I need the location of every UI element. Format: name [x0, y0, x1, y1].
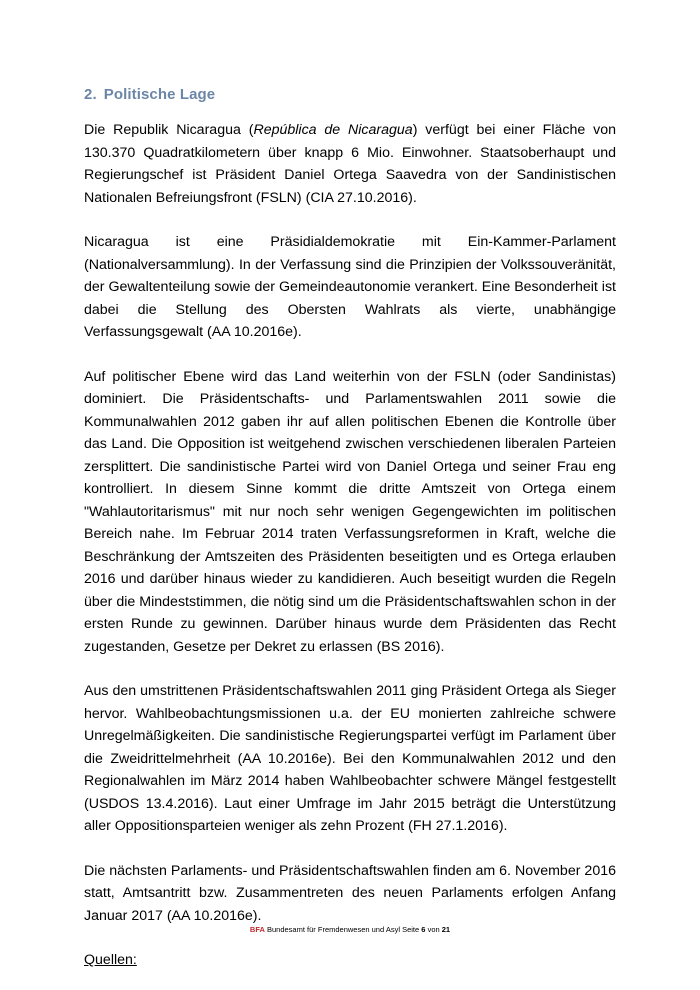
- paragraph-1: [84, 119, 616, 209]
- paragraph-1-italic: República de Nicaragua: [253, 122, 413, 138]
- paragraph-1-start: Die Republik Nicaragua (: [84, 122, 254, 138]
- section-title: Politische Lage: [103, 86, 216, 103]
- footer-page-total: 21: [441, 925, 451, 934]
- section-number: 2.: [84, 86, 97, 103]
- footer-brand: BFA: [249, 925, 265, 934]
- paragraph-1-end: ) verfügt bei einer Fläche von 130.370 Quadratkilometern über knapp 6 Mio. Einwohner. Staatsoberhaupt und Regierungschef ist Präsident Daniel Ortega Saavedra von der Sandinistischen Nationalen Befreiungsfront (FSLN) (CIA 27.10.2016).: [84, 122, 616, 206]
- paragraph-5: Die nächsten Parlaments- und Präsidentschaftswahlen finden am 6. November 2016 statt, Amtsantritt bzw. Zusammentreten des neuen Parlaments erfolgen Anfang Januar 2017 (AA 10.2016e).: [84, 862, 616, 924]
- paragraph-2: Nicaragua ist eine Präsidialdemokratie mit Ein-Kammer-Parlament (Nationalversammlung). In der Verfassung sind die Prinzipien der Volkssouveränität, der Gewaltenteilung sowie der Gemeindeautonomie verankert. Eine Besonderheit ist dabei die Stellung des Obersten Wahlrats als vierte, unabhängige Verfassungsgewalt (AA 10.2016e).: [84, 234, 616, 340]
- footer-page-current: 6: [421, 925, 426, 934]
- footer-page-label: Seite: [402, 925, 420, 934]
- section-heading: [84, 86, 616, 103]
- paragraph-4: Aus den umstrittenen Präsidentschaftswahlen 2011 ging Präsident Ortega als Sieger hervor. Wahlbeobachtungsmissionen u.a. der EU monierten zahlreiche schwere Unregelmäßigkeiten. Die sandinistische Regierungspartei verfügt im Parlament über die Zweidrittelmehrheit (AA 10.2016e). Bei den Kommunalwahlen 2012 und den Regionalwahlen im März 2014 haben Wahlbeobachter schwere Mängel festgestellt (USDOS 13.4.2016). Laut einer Umfrage im Jahr 2015 beträgt die Unterstützung aller Oppositionsparteien weniger als zehn Prozent (FH 27.1.2016).: [84, 683, 616, 834]
- footer-org: Bundesamt für Fremdenwesen und Asyl: [267, 925, 400, 934]
- paragraph-3: Auf politischer Ebene wird das Land weiterhin von der FSLN (oder Sandinistas) dominiert. Die Präsidentschafts- und Parlamentswahlen 2011 sowie die Kommunalwahlen 2012 gaben ihr auf allen politischen Ebenen die Kontrolle über das Land. Die Opposition ist weitgehend zwischen verschiedenen liberalen Parteien zersplittert. Die sandinistische Partei wird von Daniel Ortega und seiner Frau eng kontrolliert. In diesem Sinne kommt die dritte Amtszeit von Ortega einem "Wahlautoritarismus" mit nur noch sehr wenigen Gegengewichten im politischen Bereich nahe. Im Februar 2014 traten Verfassungsreformen in Kraft, welche die Beschränkung der Amtszeiten des Präsidenten beseitigten und es Ortega erlauben 2016 und darüber hinaus wieder zu kandidieren. Auch beseitigt wurden die Regeln über die Mindeststimmen, die nötig sind um die Präsidentschaftswahlen schon in der ersten Runde zu gewinnen. Darüber hinaus wurde dem Präsidenten das Recht zugestanden, Gesetze per Dekret zu erlassen (BS 2016).: [84, 368, 616, 655]
- footer-page-sep: von: [427, 925, 440, 934]
- page-footer: [0, 925, 700, 934]
- page-content: [84, 86, 616, 972]
- sources-heading: Quellen:: [84, 952, 137, 968]
